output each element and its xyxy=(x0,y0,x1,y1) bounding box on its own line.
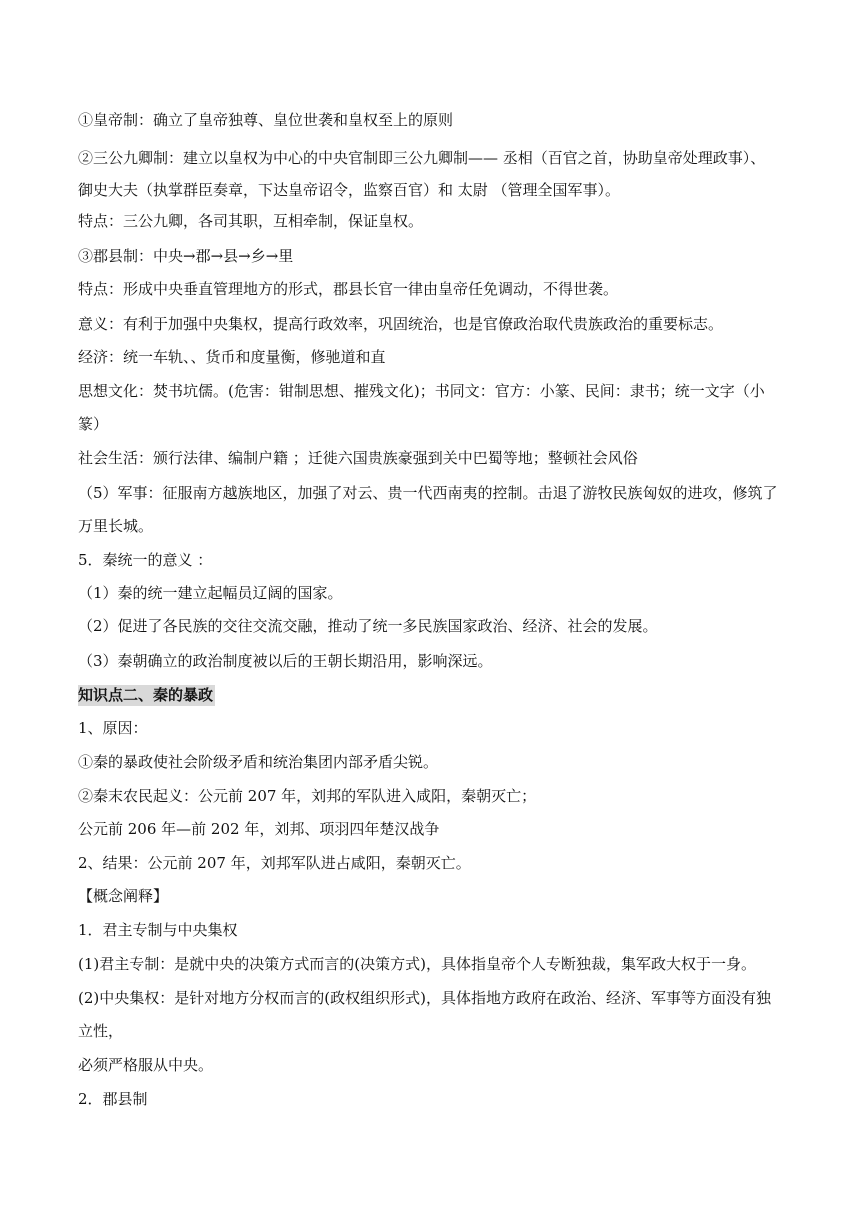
text-line: 公元前 206 年—前 202 年，刘邦、项羽四年楚汉战争 xyxy=(78,820,440,838)
text-line: 篆） xyxy=(78,415,109,433)
text-line: （3）秦朝确立的政治制度被以后的王朝长期沿用，影响深远。 xyxy=(78,652,493,670)
text-line: 经济：统一车轨、、货币和度量衡，修驰道和直 xyxy=(78,348,386,366)
text-line: 社会生活：颁行法律、编制户籍 ；迁徙六国贵族豪强到关中巴蜀等地；整顿社会风俗 xyxy=(78,449,638,467)
knowledge-heading-wrapper xyxy=(78,685,784,706)
text-line: 意义：有利于加强中央集权，提高行政效率，巩固统治，也是官僚政治取代贵族政治的重要标志。 xyxy=(78,315,724,333)
text-line: （5）军事：征服南方越族地区，加强了对云、贵一代西南夷的控制。击退了游牧民族匈奴的进攻，修筑了 xyxy=(78,484,778,502)
text-line: 2．郡县制 xyxy=(78,1090,148,1108)
text-line: （1）秦的统一建立起幅员辽阔的国家。 xyxy=(78,584,343,602)
section-heading: 5．秦统一的意义 ： xyxy=(78,551,213,569)
text-line: ①秦的暴政使社会阶级矛盾和统治集团内部矛盾尖锐。 xyxy=(78,753,439,771)
text-line: ②三公九卿制：建立以皇权为中心的中央官制即三公九卿制—— 丞相（百官之首，协助皇帝处理政事）、 xyxy=(78,149,766,167)
text-line: ③郡县制：中央→郡→县→乡→里 xyxy=(78,247,294,265)
text-line: 1、原因： xyxy=(78,719,148,737)
text-line: ②秦末农民起义：公元前 207 年，刘邦的军队进入咸阳，秦朝灭亡； xyxy=(78,787,537,805)
text-line: （2）促进了各民族的交往交流交融，推动了统一多民族国家政治、经济、社会的发展。 xyxy=(78,617,658,635)
text-line: ①皇帝制：确立了皇帝独尊、皇位世袭和皇权至上的原则 xyxy=(78,111,454,129)
text-line: (1)君主专制：是就中央的决策方式而言的(决策方式)，具体指皇帝个人专断独裁，集军政大权于一身。 xyxy=(78,955,756,973)
text-line: 立性， xyxy=(78,1022,124,1040)
text-line: 1．君主专制与中央集权 xyxy=(78,921,238,939)
knowledge-point-heading: 知识点二、秦的暴政 xyxy=(78,686,214,704)
text-line: 必须严格服从中央。 xyxy=(78,1056,214,1074)
text-line: 特点：形成中央垂直管理地方的形式，郡县长官一律由皇帝任免调动，不得世袭。 xyxy=(78,280,619,298)
text-line: 御史大夫（执掌群臣奏章，下达皇帝诏令，监察百官）和 太尉 （管理全国军事）。 xyxy=(78,181,621,199)
text-line: 思想文化：焚书坑儒。(危害：钳制思想、摧残文化)；书同文：官方：小篆、民间：隶书；统一文字（小 xyxy=(78,382,765,400)
section-heading: 【概念阐释】 xyxy=(78,887,169,905)
text-line: 万里长城。 xyxy=(78,517,154,535)
text-line: 特点：三公九卿，各司其职，互相牵制，保证皇权。 xyxy=(78,212,424,230)
text-line: 2、结果：公元前 207 年，刘邦军队进占咸阳，秦朝灭亡。 xyxy=(78,854,471,872)
text-line: (2)中央集权：是针对地方分权而言的(政权组织形式)，具体指地方政府在政治、经济、军事等方面没有独 xyxy=(78,989,771,1007)
